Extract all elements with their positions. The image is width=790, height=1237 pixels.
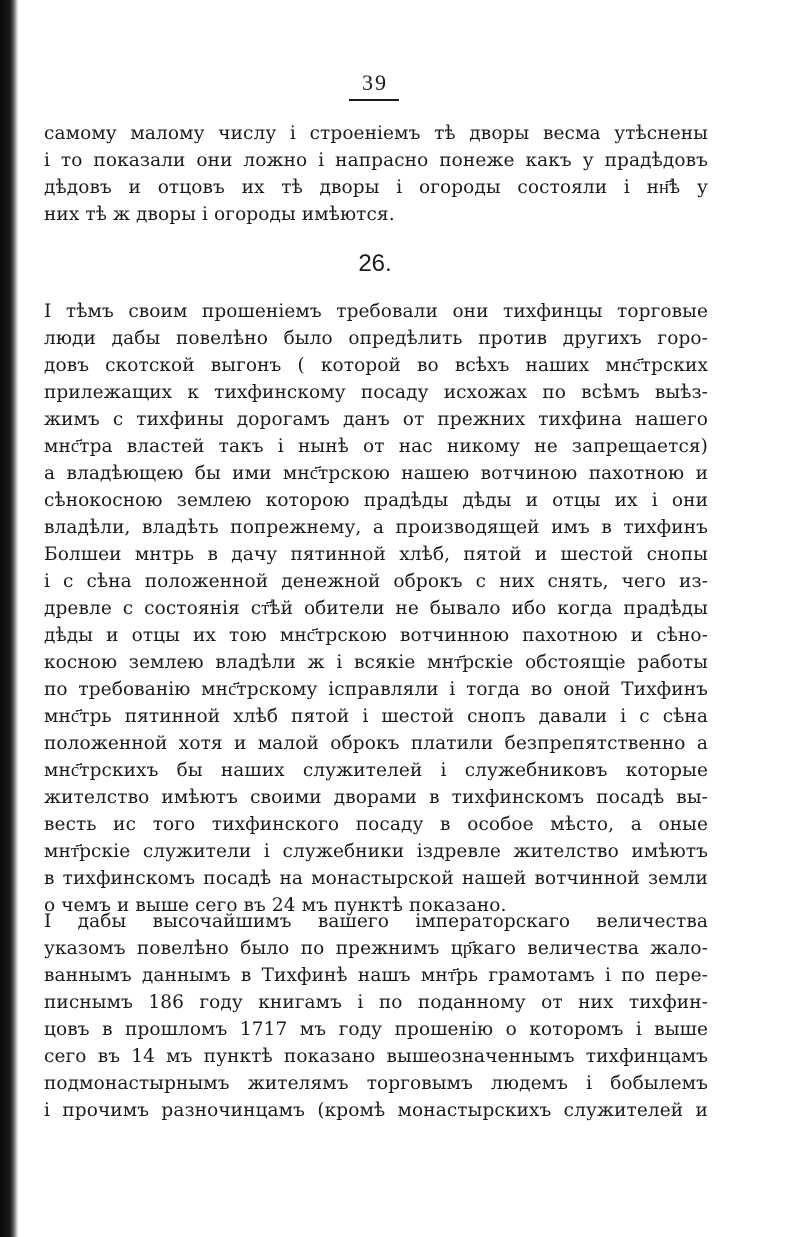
text-line: сего въ 14 мъ пунктѣ показано вышеозначеннымъ тихфинцамъ bbox=[44, 1046, 708, 1067]
text-line: древле с состоянія ст҃ѣй обители не бывало ибо когда прадѣды bbox=[44, 598, 708, 619]
section-paragraph-1 bbox=[44, 298, 708, 919]
text-line: них тѣ ж дворы і огороды имѣются. bbox=[44, 204, 395, 225]
text-line: мнт҃рскіе служители і служебники іздревле жителство имѣютъ bbox=[44, 841, 708, 862]
text-line: положенной хотя и малой оброкъ платили безпрепятственно а bbox=[44, 733, 708, 754]
text-line: мнс҃трь пятинной хлѣб пятой і шестой снопъ давали і с сѣна bbox=[44, 706, 708, 727]
text-line: самому малому числу і строеніемъ тѣ дворы весма утѣснены bbox=[44, 123, 708, 144]
text-line: косною землею владѣли ж і всякіе мнт҃рскіе обстоящіе работы bbox=[44, 652, 708, 673]
text-line: жимъ с тихфины дорогамъ данъ от прежних тихфина нашего bbox=[44, 409, 708, 430]
section-heading: 26. bbox=[358, 250, 392, 277]
page-number-underline bbox=[349, 99, 399, 101]
text-line: сѣнокосною землею которою прадѣды дѣды и отцы их і они bbox=[44, 490, 708, 511]
text-line: цовъ в прошломъ 1717 мъ году прошенію о которомъ і выше bbox=[44, 1019, 708, 1040]
text-line: дѣды и отцы их тою мнс҃трскою вотчинною пахотною и сѣно- bbox=[44, 625, 708, 646]
text-line: владѣли, владѣть попрежнему, а производящей имъ в тихфинъ bbox=[44, 517, 708, 538]
text-line: прилежащих к тихфинскому посаду исхожах по всѣмъ выѣз- bbox=[44, 382, 708, 403]
page-number: 39 bbox=[362, 70, 388, 95]
section-paragraph-2 bbox=[44, 908, 708, 1124]
text-line: і с сѣна положенной денежной оброкъ с них снять, чего из- bbox=[44, 571, 708, 592]
text-line: писнымъ 186 году книгамъ і по поданному от них тихфин- bbox=[44, 992, 708, 1013]
text-line: по требованію мнс҃трскому іcправляли і тогда во оной Тихфинъ bbox=[44, 679, 708, 700]
text-line: о чемъ и выше сего въ 24 мъ пунктѣ показано. bbox=[44, 895, 507, 916]
text-line: І дабы высочайшимъ вашего імператорскаго величества bbox=[44, 911, 708, 932]
text-line: Болшеи мнтрь в дачу пятинной хлѣб, пятой и шестой снопы bbox=[44, 544, 708, 565]
text-line: І тѣмъ своим прошеніемъ требовали они тихфинцы торговые bbox=[44, 301, 708, 322]
text-line: люди дабы повелѣно было опредѣлить против другихъ горо- bbox=[44, 328, 708, 349]
binding-edge bbox=[0, 0, 19, 1237]
text-line: а владѣющею бы ими мнс҃трскою нашею вотчиною пахотною и bbox=[44, 463, 708, 484]
text-line: мнс҃трскихъ бы наших служителей і служебниковъ которые bbox=[44, 760, 708, 781]
text-line: жителство имѣютъ своими дворами в тихфинскомъ посадѣ вы- bbox=[44, 787, 708, 808]
text-line: ваннымъ даннымъ в Тихфинѣ нашъ мнт҃рь грамотамъ і по пере- bbox=[44, 965, 708, 986]
text-line: і прочимъ разночинцамъ (кромѣ монастырскихъ служителей и bbox=[44, 1100, 708, 1121]
text-line: весть ис того тихфинского посаду в особое мѣсто, а оные bbox=[44, 814, 708, 835]
continued-paragraph bbox=[44, 120, 708, 228]
text-line: і то показали они ложно і напрасно понеже какъ у прадѣдовъ bbox=[44, 150, 708, 171]
text-line: подмонастырнымъ жителямъ торговымъ людемъ і бобылемъ bbox=[44, 1073, 708, 1094]
text-line: в тихфинскомъ посадѣ на монастырской нашей вотчинной земли bbox=[44, 868, 708, 889]
text-line: дѣдовъ и отцовъ их тѣ дворы і огороды состояли і нн҃ѣ у bbox=[44, 177, 708, 198]
text-line: указомъ повелѣно было по прежнимъ цр҃каго величества жало- bbox=[44, 938, 708, 959]
text-line: довъ скотской выгонъ ( которой во всѣхъ наших мнс҃трских bbox=[44, 355, 708, 376]
text-line: мнс҃тра властей такъ і нынѣ от нас никому не запрещается) bbox=[44, 436, 708, 457]
